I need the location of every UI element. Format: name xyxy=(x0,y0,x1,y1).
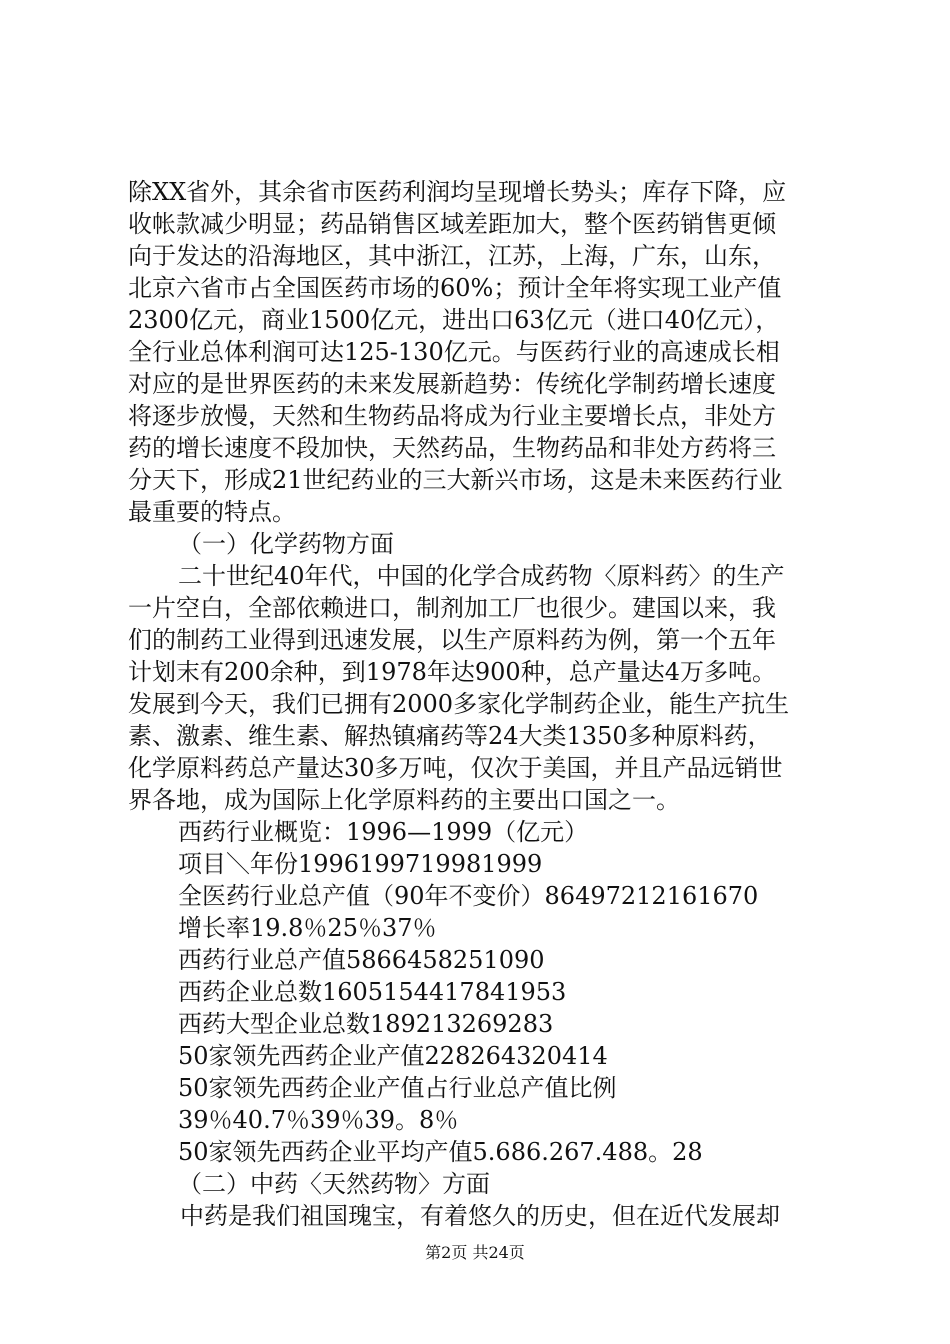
table-row-text: 西药行业总产值5866458251090 xyxy=(178,946,545,974)
body-text-line: 们的制药工业得到迅速发展，以生产原料药为例，第一个五年 xyxy=(128,626,776,654)
body-text-line: 计划末有200余种，到1978年达900种，总产量达4万多吨。 xyxy=(128,658,776,686)
table-row-text: 西药大型企业总数189213269283 xyxy=(178,1010,554,1038)
body-text-line: 除XX省外，其余省市医药利润均呈现增长势头；库存下降，应 xyxy=(128,178,787,206)
table-row-text: 39％40.7％39％39。8％ xyxy=(178,1106,459,1134)
body-text-line: 北京六省市占全国医药市场的60%；预计全年将实现工业产值 xyxy=(128,274,782,302)
table-caption: 西药行业概览：1996—1999（亿元） xyxy=(178,818,589,846)
body-text-line: 收帐款减少明显；药品销售区域差距加大，整个医药销售更倾 xyxy=(128,210,776,238)
table-row-text: 增长率19.8％25％37％ xyxy=(178,914,437,942)
body-text-line: 对应的是世界医药的未来发展新趋势：传统化学制药增长速度 xyxy=(128,370,776,398)
body-text-line: 2300亿元，商业1500亿元，进出口63亿元（进口40亿元）， xyxy=(128,306,780,334)
table-row-text: 全医药行业总产值（90年不变价）86497212161670 xyxy=(178,882,759,910)
body-text-line: 发展到今天，我们已拥有2000多家化学制药企业，能生产抗生 xyxy=(128,690,790,718)
body-text-line: 将逐步放慢，天然和生物药品将成为行业主要增长点，非处方 xyxy=(128,402,776,430)
page-number-footer: 第2页 共24页 xyxy=(425,1243,525,1262)
body-text-line: 二十世纪40年代，中国的化学合成药物〈原料药〉的生产 xyxy=(178,562,785,590)
section-heading: （一）化学药物方面 xyxy=(178,530,394,558)
body-text-line: 分天下，形成21世纪药业的三大新兴市场，这是未来医药行业 xyxy=(128,466,783,494)
table-row-text: 50家领先西药企业平均产值5.686.267.488。28 xyxy=(178,1138,703,1166)
body-text-line: 素、激素、维生素、解热镇痛药等24大类1350多种原料药， xyxy=(128,722,772,750)
body-text-line: 向于发达的沿海地区，其中浙江，江苏，上海，广东，山东， xyxy=(128,242,776,270)
body-text-line: 一片空白，全部依赖进口，制剂加工厂也很少。建国以来，我 xyxy=(128,594,776,622)
table-row-text: 50家领先西药企业产值占行业总产值比例 xyxy=(178,1074,617,1102)
section-heading: （二）中药〈天然药物〉方面 xyxy=(178,1170,490,1198)
table-row-text: 50家领先西药企业产值228264320414 xyxy=(178,1042,608,1070)
table-row-text: 项目＼年份1996199719981999 xyxy=(178,850,543,878)
body-text-line: 全行业总体利润可达125-130亿元。与医药行业的高速成长相 xyxy=(128,338,780,366)
table-row-text: 西药企业总数1605154417841953 xyxy=(178,978,567,1006)
body-text-line: 界各地，成为国际上化学原料药的主要出口国之一。 xyxy=(128,786,680,814)
body-text-line: 最重要的特点。 xyxy=(128,498,296,526)
body-text-line: 中药是我们祖国瑰宝，有着悠久的历史，但在近代发展却 xyxy=(180,1202,780,1230)
body-text-line: 化学原料药总产量达30多万吨，仅次于美国，并且产品远销世 xyxy=(128,754,783,782)
body-text-line: 药的增长速度不段加快，天然药品，生物药品和非处方药将三 xyxy=(128,434,776,462)
